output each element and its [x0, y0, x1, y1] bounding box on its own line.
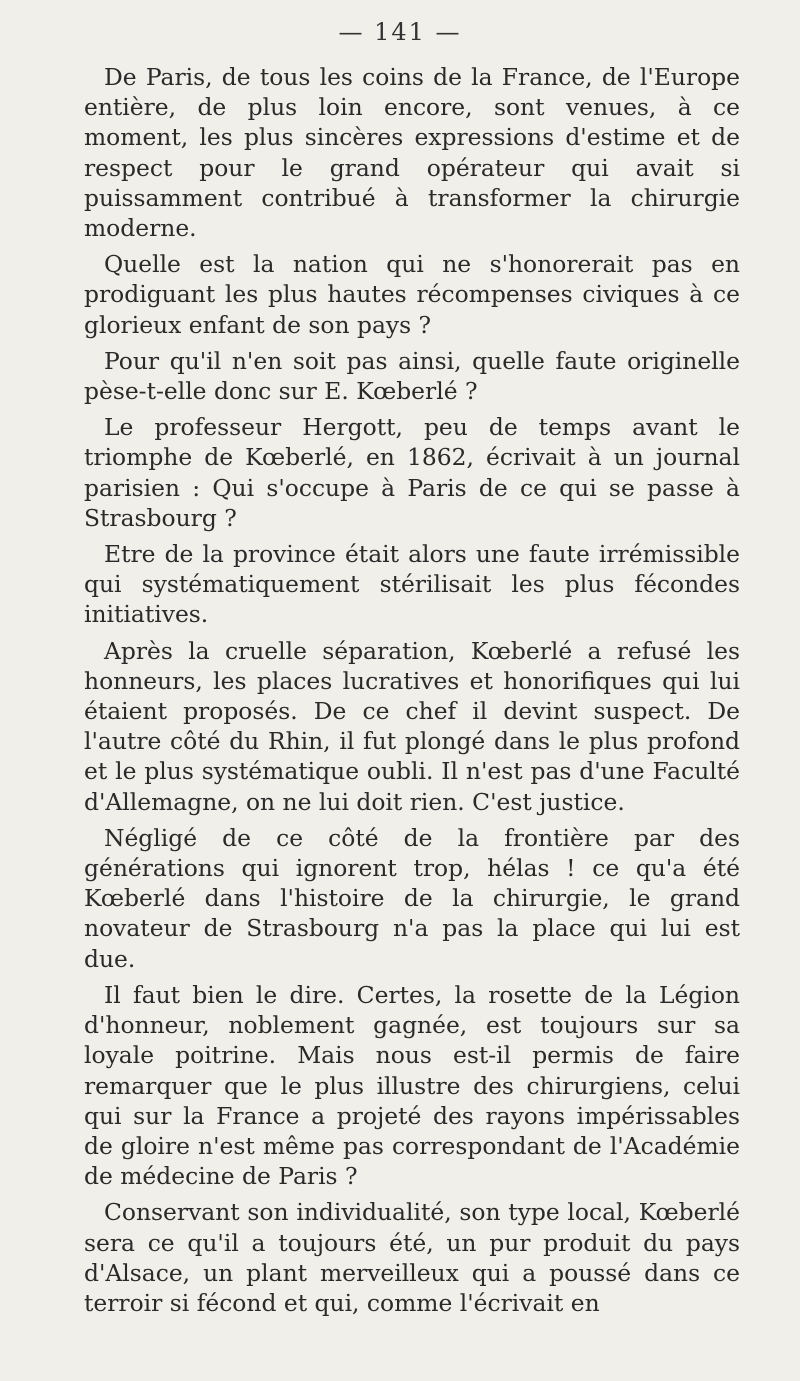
- paragraph-7: Négligé de ce côté de la frontière par des générations qui ignorent trop, hélas ! ce qu'a été Kœberlé dans l'histoire de la chirurgie, le grand novateur de Strasbourg n'a pas la place qui lui est due.: [84, 823, 740, 973]
- paragraph-9: Conservant son individualité, son type local, Kœberlé sera ce qu'il a toujours été, un pur produit du pays d'Alsace, un plant merveilleux qui a poussé dans ce terroir si fécond et qui, comme l'écrivait en: [84, 1198, 740, 1317]
- paragraph-5: Etre de la province était alors une faute irrémissible qui systématiquement stérilisait les plus fécondes initiatives.: [84, 540, 740, 629]
- paragraph-2: Quelle est la nation qui ne s'honorerait pas en prodiguant les plus hautes récompenses civiques à ce glorieux enfant de son pays ?: [84, 250, 740, 339]
- page-number: — 141 —: [338, 18, 462, 46]
- paragraph-4: Le professeur Hergott, peu de temps avant le triomphe de Kœberlé, en 1862, écrivait à un journal parisien : Qui s'occupe à Paris de ce qui se passe à Strasbourg ?: [84, 413, 740, 532]
- paragraph-6: Après la cruelle séparation, Kœberlé a refusé les honneurs, les places lucratives et honorifiques qui lui étaient proposés. De ce chef il devint suspect. De l'autre côté du Rhin, il fut plongé dans le plus profond et le plus systématique oubli. Il n'est pas d'une Faculté d'Allemagne, on ne lui doit rien. C'est justice.: [84, 636, 740, 816]
- paragraph-8: Il faut bien le dire. Certes, la rosette de la Légion d'honneur, noblement gagnée, est toujours sur sa loyale poitrine. Mais nous est-il permis de faire remarquer que le plus illustre des chirurgiens, celui qui sur la France a projeté des rayons impérissables de gloire n'est même pas correspondant de l'Académie de médecine de Paris ?: [84, 980, 740, 1191]
- paragraph-3: Pour qu'il n'en soit pas ainsi, quelle faute originelle pèse-t-elle donc sur E. Kœberlé ?: [84, 346, 740, 406]
- paragraph-1: De Paris, de tous les coins de la France, de l'Europe entière, de plus loin encore, sont venues, à ce moment, les plus sincères expressions d'estime et de respect pour le grand opérateur qui avait si puissamment contribué à transformer la chirurgie moderne.: [84, 63, 740, 243]
